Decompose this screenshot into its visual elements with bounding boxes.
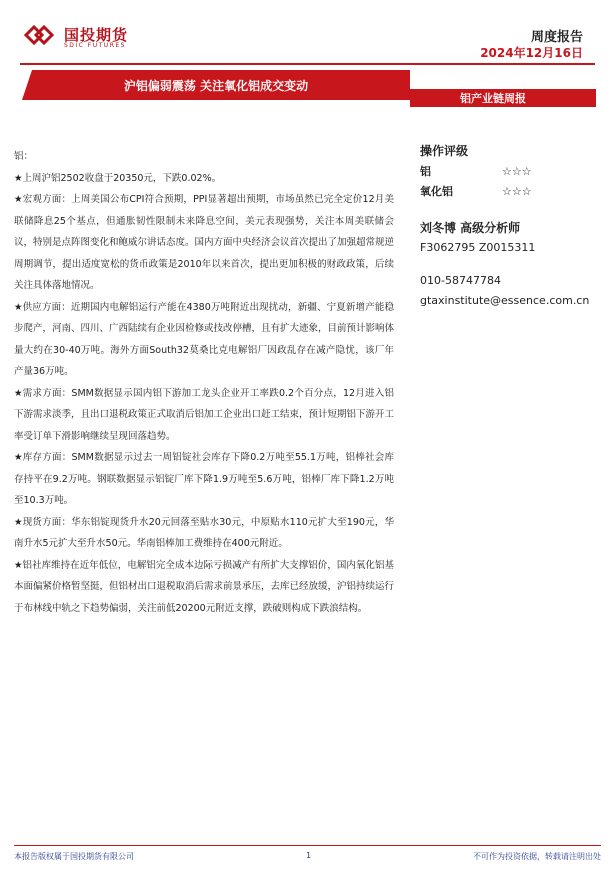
rating-name: 铝	[420, 165, 431, 178]
star-rating-icon: ☆☆☆	[502, 165, 532, 178]
report-body	[14, 146, 394, 619]
star-rating-icon: ☆☆☆	[502, 185, 532, 198]
company-logo	[24, 22, 154, 50]
report-title-bar	[22, 70, 410, 100]
body-paragraph: ★供应方面：近期国内电解铝运行产能在4380万吨附近出现扰动，新疆、宁夏新增产能稳步爬产，河南、四川、广西陆续有企业因检修或技改停槽，且有扩大迹象，目前预计影响体量大约在30-40万吨。海外方面South32莫桑比克电解铝厂因政乱存在减产隐忧，该厂年产量36万吨。	[14, 301, 395, 377]
analyst-license: F3062795 Z0015311	[420, 241, 536, 254]
footer-copyright: 本报告版权属于国投期货有限公司	[14, 852, 134, 861]
report-title: 沪铝偏弱震荡 关注氧化铝成交变动	[123, 78, 309, 93]
body-paragraph: 铝：	[14, 151, 34, 162]
rating-row-alumina	[420, 182, 605, 202]
logo-mark-icon	[24, 24, 54, 46]
logo-text-cn: 国投期货	[64, 26, 129, 44]
body-paragraph: ★现货方面：华东铝锭现货升水20元回落至贴水30元，中原贴水110元扩大至190元，华南升水5元扩大至升水50元。华南铝棒加工费维持在400元附近。	[14, 516, 394, 549]
rating-title: 操作评级	[420, 144, 469, 158]
body-paragraph: ★铝社库维持在近年低位，电解铝完全成本边际亏损减产有所扩大支撑铝价，国内氧化铝基本面偏紧价格暂坚挺，但铝材出口退税取消后需求前景承压，去库已经放缓，沪铝持续运行于布林线中轨之下趋势偏弱，关注前低20200元附近支撑，跌破则构成下跌浪结构。	[14, 559, 395, 614]
sidebar	[420, 140, 605, 311]
body-paragraph: ★上周沪铝2502收盘于20350元，下跌0.02%。	[14, 172, 222, 184]
report-category-label: 铝产业链周报	[460, 92, 526, 105]
page-number: 1	[306, 851, 312, 860]
contact-email[interactable]: gtaxinstitute@essence.com.cn	[420, 294, 590, 307]
body-paragraph: ★需求方面：SMM数据显示国内铝下游加工龙头企业开工率跌0.2个百分点，12月进入铝下游需求淡季，且出口退税政策正式取消后铝加工企业出口赶工结束，预计短期铝下游开工率受订单下滑影响继续呈现回落趋势。	[14, 387, 395, 442]
title-bar-notch	[22, 70, 32, 100]
rating-name: 氧化铝	[420, 185, 453, 198]
header-divider	[20, 63, 595, 65]
analyst-name: 刘冬博 高级分析师	[420, 221, 521, 235]
report-category-tag	[410, 89, 596, 107]
footer-divider	[14, 845, 601, 846]
report-type: 周度报告	[530, 30, 583, 45]
footer-disclaimer: 不可作为投资依据，转载请注明出处	[473, 852, 601, 861]
report-date: 2024年12月16日	[480, 46, 583, 60]
contact-phone: 010-58747784	[420, 274, 501, 287]
body-paragraph: ★库存方面：SMM数据显示过去一周铝锭社会库存下降0.2万吨至55.1万吨，铝棒社会库存持平在9.2万吨。钢联数据显示铝锭厂库下降1.9万吨至5.6万吨，铝棒厂库下降1.2万吨至10.3万吨。	[14, 452, 394, 506]
logo-text-en: SDIC FUTURES	[64, 42, 126, 49]
rating-row-aluminum	[420, 162, 605, 182]
body-paragraph: ★宏观方面：上周美国公布CPI符合预期，PPI显著超出预期，市场虽然已完全定价12月美联储降息25个基点，但通胀韧性限制未来降息空间，美元表现强势，关注本周美联储会议，特别是点阵图变化和鲍威尔讲话态度。国内方面中央经济会议首次提出了加强超常规逆周期调节，提出适度宽松的货币政策是2010年以来首次，提出更加积极的财政政策，后续关注具体落地情况。	[14, 194, 395, 291]
